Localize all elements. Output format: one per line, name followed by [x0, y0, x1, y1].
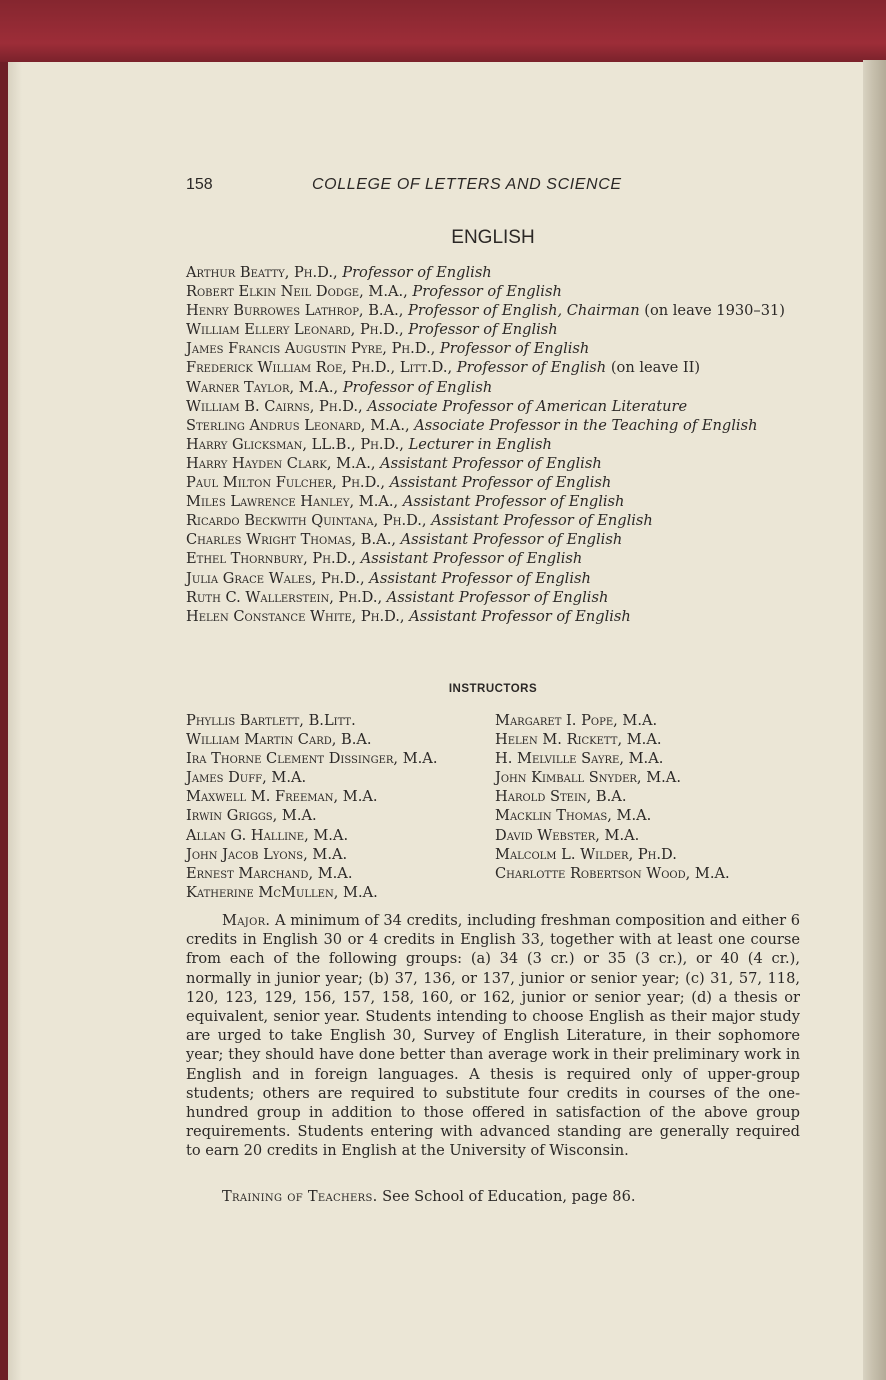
- faculty-entry: [186, 358, 806, 377]
- faculty-note: (on leave 1930–31): [639, 302, 785, 320]
- faculty-title: Associate Professor of American Literature: [367, 397, 688, 415]
- instructor-name: Helen M. Rickett, M.A.: [495, 731, 662, 749]
- faculty-title: Professor of English, Chairman: [408, 302, 640, 320]
- faculty-title: Professor of English: [342, 264, 492, 281]
- instructor-name: Irwin Griggs, M.A.: [186, 807, 317, 825]
- faculty-title: Assistant Professor of English: [360, 550, 583, 568]
- faculty-title: Assistant Professor of English: [389, 474, 612, 492]
- faculty-title: Professor of English: [439, 340, 590, 358]
- page-number: 158: [186, 176, 213, 193]
- faculty-title: Assistant Professor of English: [386, 588, 609, 606]
- faculty-name: Harry Hayden Clark, M.A.,: [186, 454, 381, 472]
- faculty-entry: [186, 511, 806, 530]
- instructor-name: John Kimball Snyder, M.A.: [495, 769, 681, 787]
- faculty-name: Henry Burrowes Lathrop, B.A.,: [186, 302, 409, 320]
- department-title: ENGLISH: [451, 227, 535, 248]
- training-paragraph: [186, 1187, 800, 1206]
- faculty-name: Ruth C. Wallerstein, Ph.D.,: [186, 588, 387, 606]
- faculty-name: Charles Wright Thomas, B.A.,: [186, 531, 401, 549]
- faculty-name: Ethel Thornbury, Ph.D.,: [186, 550, 361, 568]
- page-edge: [863, 60, 886, 1380]
- training-text: See School of Education, page 86.: [377, 1188, 636, 1205]
- faculty-name: Robert Elkin Neil Dodge, M.A.,: [186, 283, 413, 301]
- page-gutter-shadow: [8, 62, 22, 1380]
- faculty-entry: [186, 416, 806, 435]
- instructor-name: Maxwell M. Freeman, M.A.: [186, 788, 378, 806]
- faculty-title: Assistant Professor of English: [400, 531, 623, 549]
- faculty-name: Arthur Beatty, Ph.D.,: [186, 264, 343, 281]
- faculty-name: James Francis Augustin Pyre, Ph.D.,: [186, 340, 440, 358]
- faculty-note: (on leave II): [606, 359, 701, 377]
- faculty-entry: [186, 549, 806, 568]
- faculty-title: Professor of English: [342, 378, 493, 396]
- faculty-title: Professor of English: [456, 359, 607, 377]
- instructor-name: Harold Stein, B.A.: [495, 788, 627, 806]
- faculty-entry: [186, 492, 806, 511]
- faculty-entry: [186, 378, 806, 397]
- training-lead: Training of Teachers.: [222, 1188, 378, 1205]
- faculty-name: William B. Cairns, Ph.D.,: [186, 397, 368, 415]
- faculty-name: Julia Grace Wales, Ph.D.,: [186, 569, 370, 587]
- book-cover-edge: [0, 0, 886, 62]
- faculty-entry: [186, 282, 806, 301]
- faculty-entry: [186, 320, 806, 339]
- instructor-name: Ira Thorne Clement Dissinger, M.A.: [186, 750, 438, 768]
- faculty-title: Assistant Professor of English: [409, 607, 631, 625]
- instructor-name: Ernest Marchand, M.A.: [186, 864, 353, 882]
- faculty-entry: [186, 435, 806, 454]
- faculty-title: Assistant Professor of English: [380, 454, 602, 472]
- instructors-column-right: [495, 711, 815, 883]
- faculty-entry: [186, 473, 806, 492]
- faculty-title: Professor of English: [408, 321, 558, 339]
- faculty-entry: [186, 301, 806, 320]
- instructor-name: James Duff, M.A.: [186, 769, 307, 787]
- faculty-title: Assistant Professor of English: [431, 512, 653, 530]
- faculty-entry: [186, 588, 806, 607]
- instructor-name: H. Melville Sayre, M.A.: [495, 750, 664, 768]
- faculty-entry: [186, 263, 806, 282]
- instructor-name: Charlotte Robertson Wood, M.A.: [495, 864, 730, 882]
- instructor-name: Macklin Thomas, M.A.: [495, 807, 652, 825]
- faculty-title: Associate Professor in the Teaching of English: [414, 416, 758, 434]
- major-paragraph: [186, 911, 800, 1161]
- major-text: A minimum of 34 credits, including freshman composition and either 6 credits in English 30 or 4 credits in English 33, together with at least one course from each of the following groups: (a) 34 (3 cr.) or 35 (3 cr.), or 40 (4 cr.), normally in junior year; (b) 37, 136, or 137, junior or senior year; (c) 31, 57, 118, 120, 123, 129, 156, 157, 158, 160, or 162, junior or senior year; (d) a thesis or equivalent, senior year. Students intending to choose English as their major study are urged to take English 30, Survey of English Literature, in their sophomore year; they should have done better than average work in their preliminary work in English and in foreign languages. A thesis is required only of upper-group students; others are required to substitute four credits in courses of the one-hundred group in addition to those offered in satisfaction of the above group requirements. Students entering with advanced standing are generally required to earn 20 credits in English at the University of Wisconsin.: [186, 912, 800, 1160]
- faculty-entry: [186, 339, 806, 358]
- faculty-entry: [186, 530, 806, 549]
- instructor-name: John Jacob Lyons, M.A.: [186, 845, 348, 863]
- running-title: COLLEGE OF LETTERS AND SCIENCE: [312, 176, 622, 193]
- faculty-entry: [186, 607, 806, 626]
- faculty-name: Warner Taylor, M.A.,: [186, 378, 343, 396]
- faculty-name: Frederick William Roe, Ph.D., Litt.D.,: [186, 359, 457, 377]
- running-header: [186, 176, 800, 198]
- major-lead: Major.: [222, 912, 271, 929]
- faculty-entry: [186, 397, 806, 416]
- faculty-name: William Ellery Leonard, Ph.D.,: [186, 321, 409, 339]
- instructor-name: David Webster, M.A.: [495, 826, 640, 844]
- instructor-name: Malcolm L. Wilder, Ph.D.: [495, 845, 677, 863]
- instructor-name: Katherine McMullen, M.A.: [186, 883, 378, 901]
- faculty-title: Lecturer in English: [408, 435, 552, 453]
- instructors-column-left: [186, 711, 506, 902]
- instructor-name: Phyllis Bartlett, B.Litt.: [186, 712, 356, 729]
- faculty-name: Harry Glicksman, LL.B., Ph.D.,: [186, 435, 409, 453]
- faculty-entry: [186, 454, 806, 473]
- faculty-title: Assistant Professor of English: [369, 569, 591, 587]
- faculty-name: Miles Lawrence Hanley, M.A.,: [186, 493, 403, 511]
- faculty-title: Professor of English: [412, 283, 562, 301]
- faculty-name: Sterling Andrus Leonard, M.A.,: [186, 416, 415, 434]
- instructor-name: William Martin Card, B.A.: [186, 731, 372, 749]
- faculty-entry: [186, 569, 806, 588]
- faculty-list: [186, 263, 806, 626]
- faculty-name: Paul Milton Fulcher, Ph.D.,: [186, 474, 390, 492]
- faculty-name: Helen Constance White, Ph.D.,: [186, 607, 410, 625]
- instructors-heading: INSTRUCTORS: [448, 683, 538, 695]
- instructor-name: Allan G. Halline, M.A.: [186, 826, 349, 844]
- instructor-name: Margaret I. Pope, M.A.: [495, 712, 658, 729]
- faculty-name: Ricardo Beckwith Quintana, Ph.D.,: [186, 512, 432, 530]
- faculty-title: Assistant Professor of English: [402, 493, 625, 511]
